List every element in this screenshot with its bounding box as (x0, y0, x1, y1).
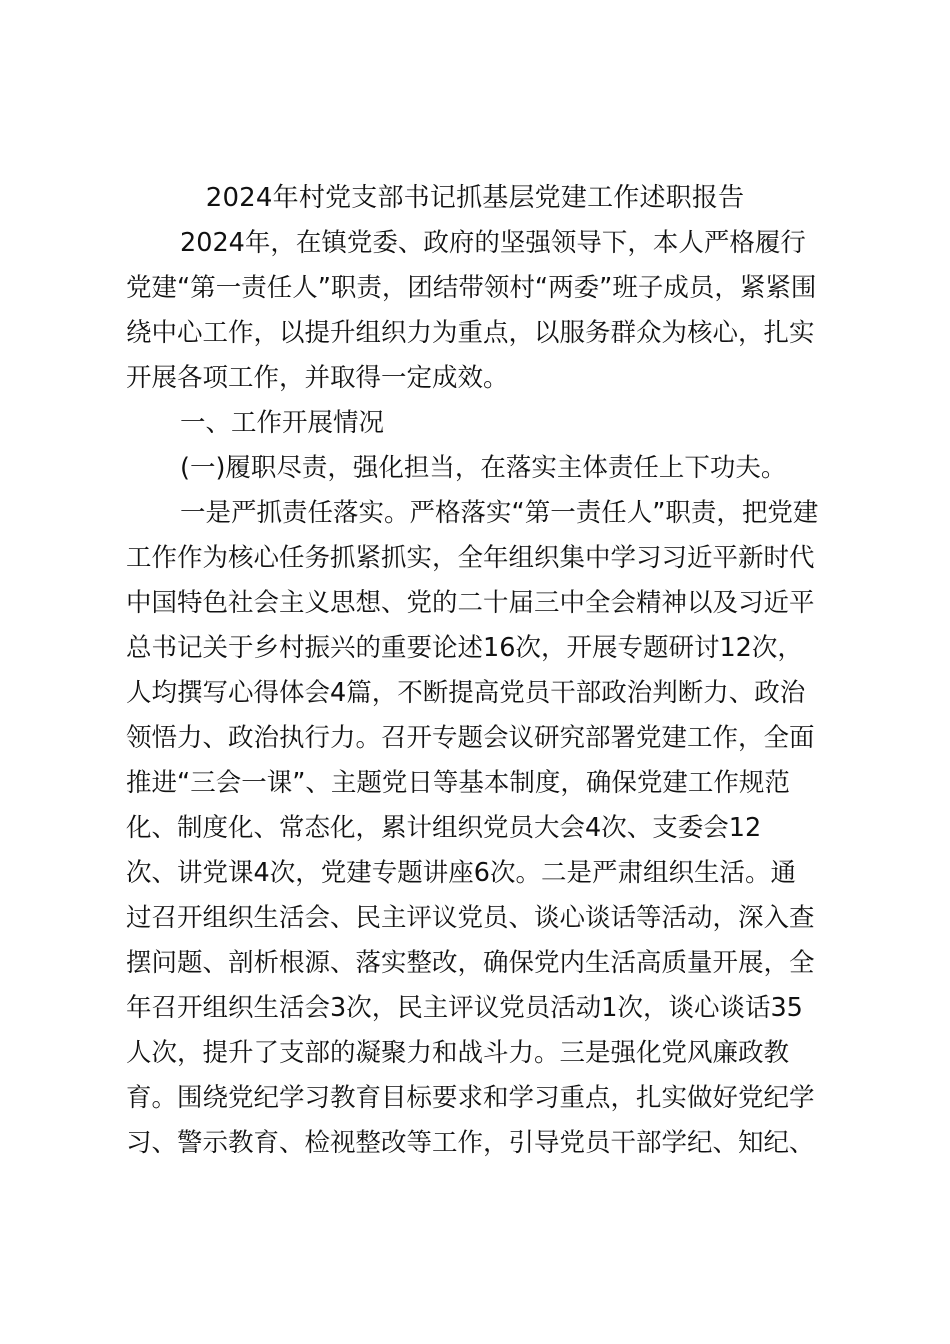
paragraph-line: 年召开组织生活会3次，民主评议党员活动1次，谈心谈话35 (126, 993, 803, 1023)
paragraph-line: 开展各项工作，并取得一定成效。 (126, 363, 509, 393)
paragraph-line: 推进“三会一课”、主题党日等基本制度，确保党建工作规范 (126, 768, 790, 798)
paragraph-line: 习、警示教育、检视整改等工作，引导党员干部学纪、知纪、 (126, 1128, 815, 1158)
paragraph-line: 育。围绕党纪学习教育目标要求和学习重点，扎实做好党纪学 (126, 1083, 815, 1113)
paragraph-line: 化、制度化、常态化，累计组织党员大会4次、支委会12 (126, 813, 762, 843)
paragraph-line: 工作作为核心任务抓紧抓实，全年组织集中学习习近平新时代 (126, 543, 815, 573)
paragraph-line: 2024年，在镇党委、政府的坚强领导下，本人严格履行 (180, 228, 806, 258)
section-heading: 一、工作开展情况 (180, 408, 385, 438)
paragraph-line: 人次，提升了支部的凝聚力和战斗力。三是强化党风廉政教 (126, 1038, 790, 1068)
paragraph-line: 过召开组织生活会、民主评议党员、谈心谈话等活动，深入查 (126, 903, 815, 933)
paragraph-line: 人均撰写心得体会4篇，不断提高党员干部政治判断力、政治 (126, 678, 806, 708)
paragraph-line: 总书记关于乡村振兴的重要论述16次，开展专题研讨12次， (126, 633, 803, 663)
paragraph-line: 领悟力、政治执行力。召开专题会议研究部署党建工作，全面 (126, 723, 815, 753)
paragraph-line: 摆问题、剖析根源、落实整改，确保党内生活高质量开展，全 (126, 948, 815, 978)
paragraph-line: 一是严抓责任落实。严格落实“第一责任人”职责，把党建 (180, 498, 819, 528)
paragraph-line: 次、讲党课4次，党建专题讲座6次。二是严肃组织生活。通 (126, 858, 796, 888)
subsection-heading: (一)履职尽责，强化担当，在落实主体责任上下功夫。 (180, 453, 787, 483)
document-title: 2024年村党支部书记抓基层党建工作述职报告 (205, 183, 745, 213)
paragraph-line: 绕中心工作，以提升组织力为重点，以服务群众为核心，扎实 (126, 318, 815, 348)
paragraph-line: 中国特色社会主义思想、党的二十届三中全会精神以及习近平 (126, 588, 815, 618)
paragraph-line: 党建“第一责任人”职责，团结带领村“两委”班子成员，紧紧围 (126, 273, 817, 303)
